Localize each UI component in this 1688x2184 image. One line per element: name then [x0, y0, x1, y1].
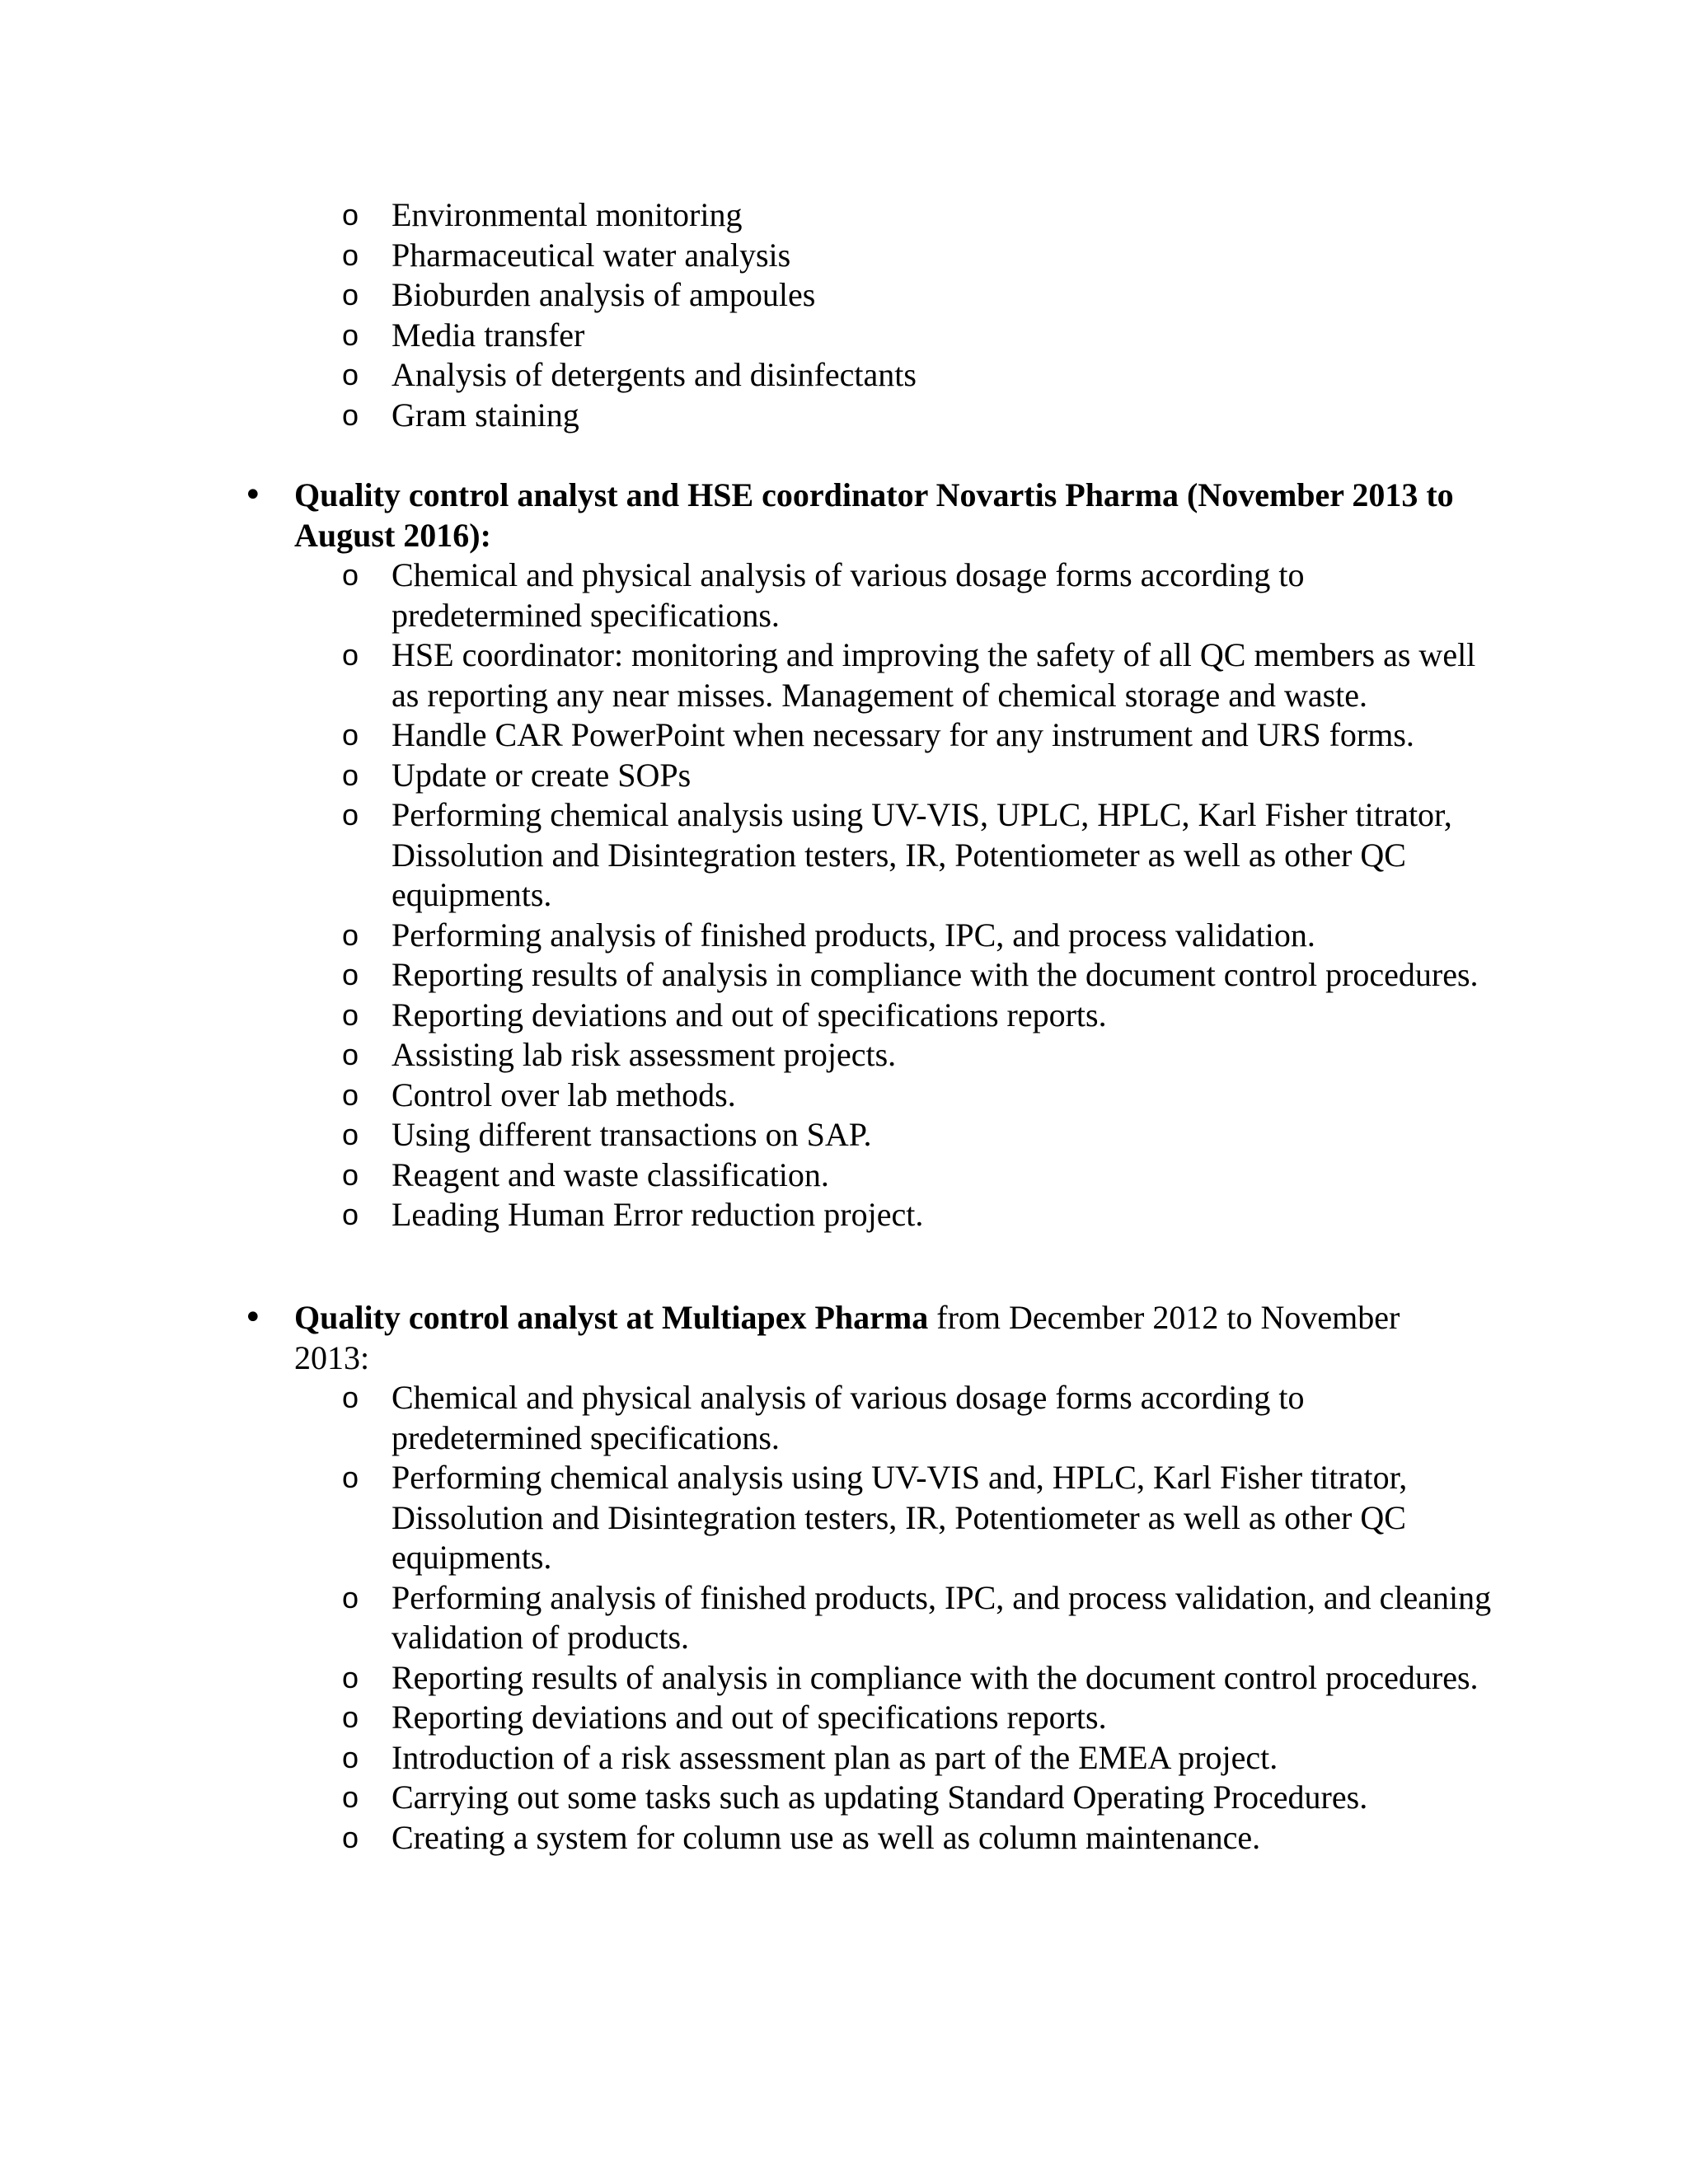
- job-title: [0, 476, 1456, 555]
- list-item-text: Gram staining: [392, 396, 579, 434]
- list-marker: o: [342, 1580, 359, 1615]
- list-item-text: HSE coordinator: monitoring and improving the safety of all QC members as well as reporting any near misses. Management of chemical storage and waste.: [392, 636, 1476, 714]
- list-marker: o: [342, 638, 359, 672]
- list-item: [0, 635, 1496, 715]
- list-marker: o: [342, 317, 359, 352]
- list-item-text: Performing analysis of finished products, IPC, and process validation.: [392, 916, 1315, 954]
- list-item: [0, 396, 1496, 436]
- list-marker: o: [342, 397, 359, 432]
- list-marker: o: [342, 798, 359, 832]
- list-item-text: Leading Human Error reduction project.: [392, 1196, 924, 1233]
- list-marker: o: [342, 1038, 359, 1071]
- job-title-bold: Quality control analyst at Multiapex Pharma: [294, 1299, 929, 1336]
- job-title-bold: Quality control analyst and HSE coordinator Novartis Pharma (November 2013 to August 2016):: [294, 476, 1454, 554]
- list-item-text: Media transfer: [392, 316, 585, 354]
- list-item: [0, 1778, 1496, 1818]
- list-item-text: Reporting deviations and out of specifications reports.: [392, 1699, 1107, 1736]
- list-item-text: Reporting results of analysis in compliance with the document control procedures.: [392, 1658, 1479, 1696]
- list-item-text: Reporting results of analysis in compliance with the document control procedures.: [392, 956, 1479, 993]
- list-item-text: Analysis of detergents and disinfectants: [392, 356, 917, 393]
- list-item: [0, 195, 1496, 236]
- list-item: [0, 1076, 1496, 1116]
- bullet-icon: •: [243, 476, 263, 514]
- bullet-icon: •: [243, 1299, 263, 1337]
- list-item: [0, 1115, 1496, 1155]
- list-item-text: Environmental monitoring: [392, 196, 743, 233]
- list-item-text: Introduction of a risk assessment plan as part of the EMEA project.: [392, 1738, 1278, 1776]
- list-marker: o: [342, 1118, 359, 1151]
- list-item-text: Chemical and physical analysis of various dosage forms according to predetermined specifications.: [392, 556, 1305, 634]
- list-marker: o: [342, 997, 359, 1032]
- job-title-rest: from December 2012 to November 2013:: [294, 1299, 1400, 1376]
- list-item-text: Assisting lab risk assessment projects.: [392, 1036, 897, 1073]
- list-item: [0, 1578, 1496, 1658]
- list-item: [0, 1458, 1496, 1578]
- list-marker: o: [342, 958, 359, 991]
- list-marker: o: [342, 1700, 359, 1734]
- list-marker: o: [342, 1780, 359, 1814]
- list-item-text: Pharmaceutical water analysis: [392, 236, 791, 274]
- list-marker: o: [342, 237, 359, 272]
- list-item-text: Reporting deviations and out of specifications reports.: [392, 996, 1107, 1033]
- list-marker: o: [342, 558, 359, 592]
- list-marker: o: [342, 718, 359, 752]
- list-item: [0, 1195, 1496, 1235]
- list-marker: o: [342, 1460, 359, 1494]
- list-item-text: Performing chemical analysis using UV-VIS and, HPLC, Karl Fisher titrator, Dissolution and Disintegration testers, IR, Potentiometer as well as other QC equipments.: [392, 1459, 1408, 1576]
- list-marker: o: [342, 917, 359, 952]
- list-item: [0, 756, 1496, 796]
- list-marker: o: [342, 1077, 359, 1112]
- list-item: [0, 955, 1496, 996]
- list-item-text: Reagent and waste classification.: [392, 1155, 829, 1193]
- job-entry-novartis: [0, 476, 1688, 1235]
- job-entry-multiapex: [0, 1298, 1688, 1858]
- list-item-text: Creating a system for column use as well as column maintenance.: [392, 1818, 1261, 1856]
- list-item: [0, 355, 1496, 396]
- list-item: [0, 316, 1496, 356]
- list-marker: o: [342, 1660, 359, 1694]
- list-item-text: Control over lab methods.: [392, 1076, 736, 1113]
- list-marker: o: [342, 1820, 359, 1854]
- list-item: [0, 1818, 1496, 1858]
- list-item-text: Performing chemical analysis using UV-VIS, UPLC, HPLC, Karl Fisher titrator, Dissolution and Disintegration testers, IR, Potentiometer as well as other QC equipments.: [392, 796, 1452, 913]
- list-item: [0, 555, 1496, 635]
- list-marker: o: [342, 1740, 359, 1774]
- list-item: [0, 916, 1496, 956]
- list-marker: o: [342, 1380, 359, 1414]
- list-item-text: Performing analysis of finished products, IPC, and process validation, and cleaning validation of products.: [392, 1578, 1492, 1656]
- list-item: [0, 1155, 1496, 1196]
- list-item: [0, 996, 1496, 1036]
- list-item: [0, 715, 1496, 756]
- list-item: [0, 1378, 1496, 1458]
- list-item-text: Using different transactions on SAP.: [392, 1116, 872, 1153]
- list-marker: o: [342, 757, 359, 792]
- list-item: [0, 236, 1496, 276]
- list-item: [0, 1698, 1496, 1738]
- list-marker: o: [342, 358, 359, 391]
- list-marker: o: [342, 278, 359, 312]
- list-marker: o: [342, 1157, 359, 1192]
- list-marker: o: [342, 198, 359, 232]
- list-item-text: Handle CAR PowerPoint when necessary for any instrument and URS forms.: [392, 716, 1414, 753]
- list-marker: o: [342, 1197, 359, 1231]
- top-continuation-list: [0, 195, 1688, 435]
- list-item: [0, 1738, 1496, 1779]
- list-item-text: Update or create SOPs: [392, 756, 692, 794]
- list-item-text: Carrying out some tasks such as updating Standard Operating Procedures.: [392, 1779, 1368, 1816]
- list-item: [0, 1035, 1496, 1076]
- list-item-text: Chemical and physical analysis of various dosage forms according to predetermined specifications.: [392, 1379, 1305, 1456]
- list-item-text: Bioburden analysis of ampoules: [392, 276, 816, 313]
- job-title: [0, 1298, 1456, 1378]
- list-item: [0, 795, 1496, 916]
- list-item: [0, 275, 1496, 316]
- list-item: [0, 1658, 1496, 1699]
